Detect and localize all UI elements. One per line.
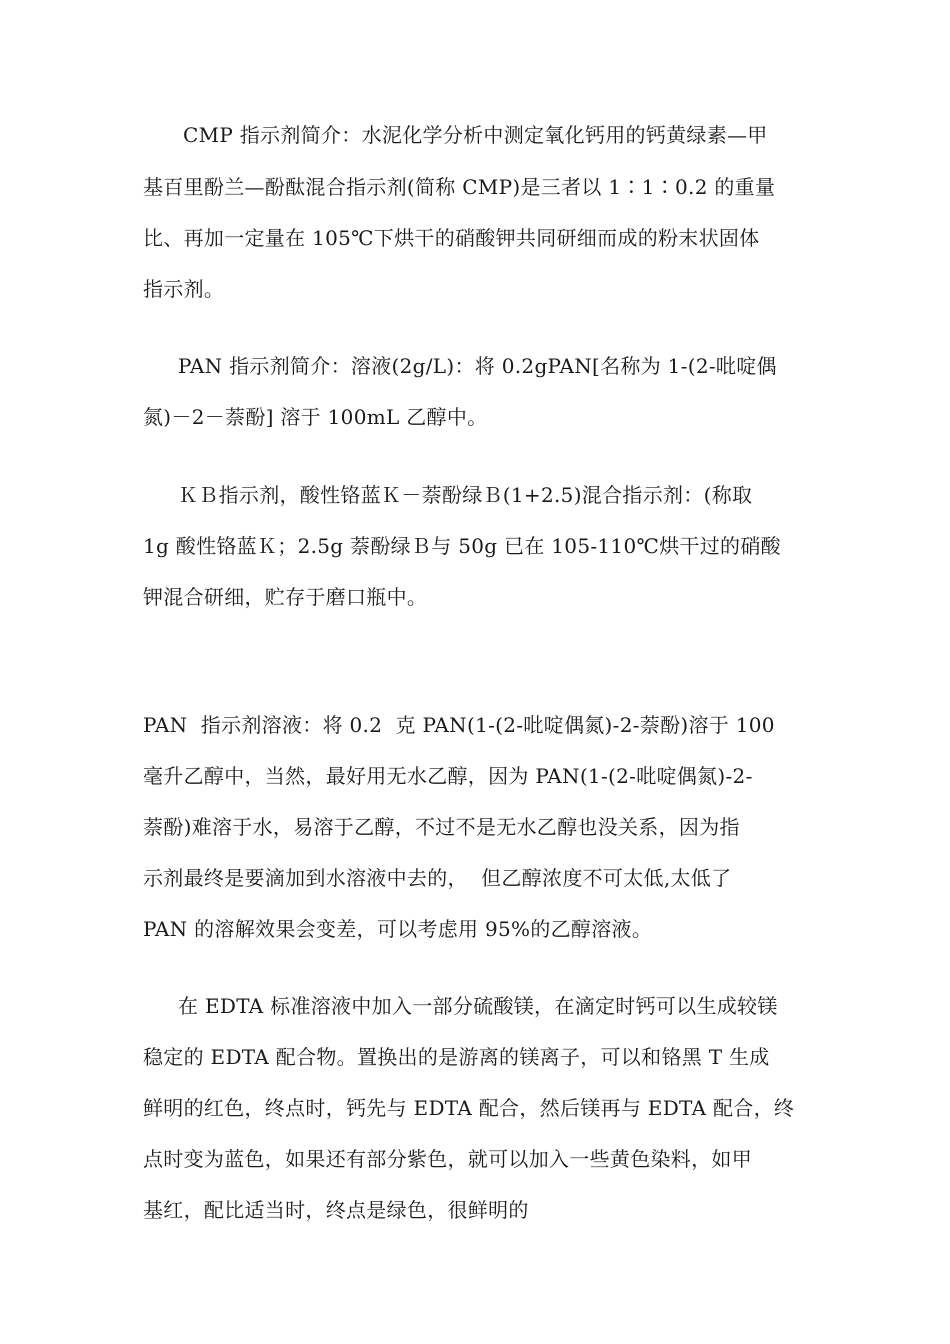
text-line: 稳定的 EDTA 配合物。置换出的是游离的镁离子，可以和铬黑 T 生成 <box>143 1045 770 1069</box>
text-line: 萘酚)难溶于水，易溶于乙醇，不过不是无水乙醇也没关系，因为指 <box>143 815 740 839</box>
text-line: CMP 指示剂简介：水泥化学分析中测定氧化钙用的钙黄绿素—甲 <box>183 123 768 147</box>
text-line: ＫＢ指示剂，酸性铬蓝Ｋ－萘酚绿Ｂ(1+2.5)混合指示剂：(称取 <box>178 483 753 507</box>
text-line: 指示剂。 <box>143 277 225 301</box>
text-line: 点时变为蓝色，如果还有部分紫色，就可以加入一些黄色染料，如甲 <box>143 1147 752 1171</box>
text-line: 基百里酚兰—酚酞混合指示剂(简称 CMP)是三者以 1∶1∶0.2 的重量 <box>143 175 776 199</box>
text-line: 在 EDTA 标准溶液中加入一部分硫酸镁，在滴定时钙可以生成较镁 <box>178 994 778 1018</box>
text-line: 氮)－2－萘酚] 溶于 100mL 乙醇中。 <box>143 405 488 429</box>
text-line: 示剂最终是要滴加到水溶液中去的， 但乙醇浓度不可太低,太低了 <box>143 866 732 890</box>
text-line: 比、再加一定量在 105℃下烘干的硝酸钾共同研细而成的粉末状固体 <box>143 226 760 250</box>
text-line: PAN 的溶解效果会变差，可以考虑用 95%的乙醇溶液。 <box>143 917 653 941</box>
text-line: 毫升乙醇中，当然，最好用无水乙醇，因为 PAN(1-(2-吡啶偶氮)-2- <box>143 764 753 788</box>
text-line: 1g 酸性铬蓝Ｋ；2.5g 萘酚绿Ｂ与 50g 已在 105-110℃烘干过的硝酸 <box>143 534 781 558</box>
text-line: 鲜明的红色，终点时，钙先与 EDTA 配合，然后镁再与 EDTA 配合，终 <box>143 1096 795 1120</box>
text-line: PAN 指示剂简介：溶液(2g/L)：将 0.2gPAN[名称为 1-(2-吡啶偶 <box>178 354 777 378</box>
text-line: 钾混合研细，贮存于磨口瓶中。 <box>143 585 428 609</box>
text-line: PAN 指示剂溶液：将 0.2 克 PAN(1-(2-吡啶偶氮)-2-萘酚)溶于 100 <box>143 713 775 737</box>
text-line: 基红，配比适当时，终点是绿色，很鲜明的 <box>143 1198 529 1222</box>
